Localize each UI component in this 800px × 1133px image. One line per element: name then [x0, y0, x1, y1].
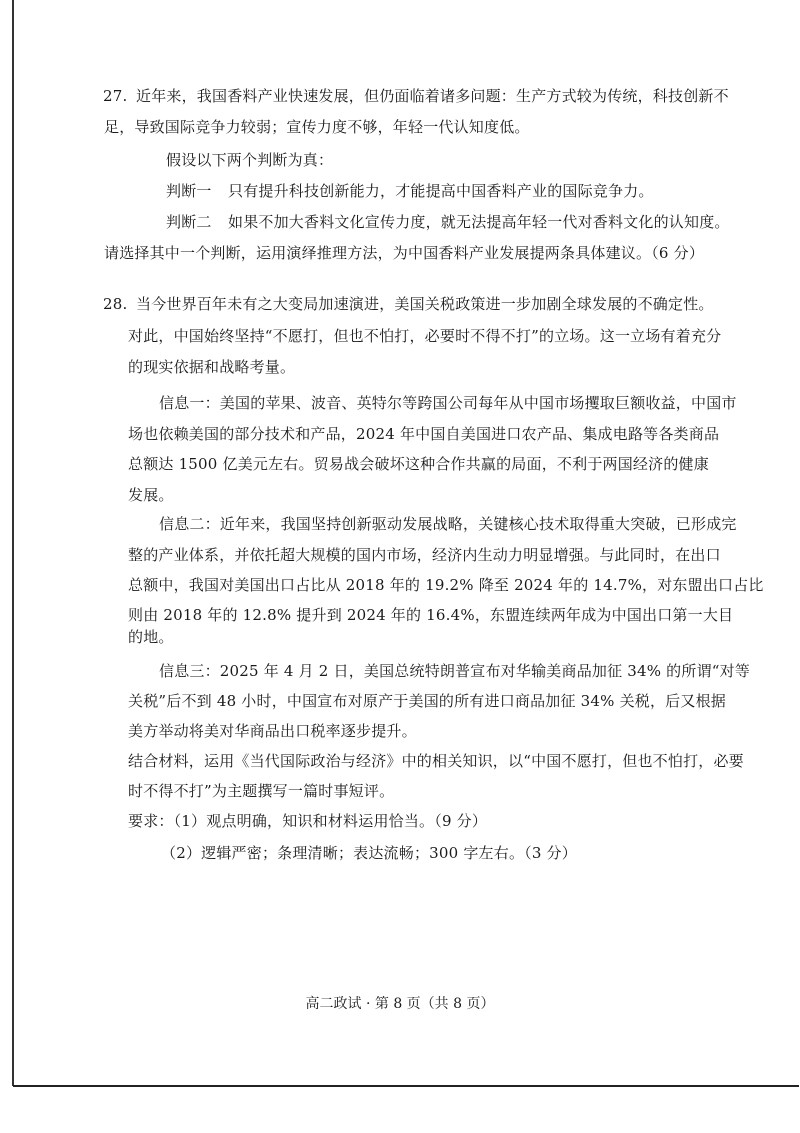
- q28-intro-line: 对此，中国始终坚持“不愿打，但也不怕打，必要时不得不打”的立场。这一立场有着充分: [128, 327, 722, 345]
- page-footer: 高二政试 · 第 8 页（共 8 页）: [305, 996, 495, 1012]
- q28-requirement-1: 要求：（1）观点明确，知识和材料运用恰当。（9 分）: [128, 812, 488, 830]
- q28-info2-line: 总额中，我国对美国出口占比从 2018 年的 19.2% 降至 2024 年的 14.7%，对东盟出口占比: [128, 576, 764, 594]
- q28-task-line: 结合材料，运用《当代国际政治与经济》中的相关知识，以“中国不愿打，但也不怕打，必要: [128, 752, 744, 770]
- q27-number: 27.: [103, 87, 128, 105]
- q28-info3-line: 关税”后不到 48 小时，中国宣布对原产于美国的所有进口商品加征 34% 关税，后又根据: [128, 692, 726, 710]
- scan-border-bottom: [13, 1085, 799, 1087]
- q27-prompt: 请选择其中一个判断，运用演绎推理方法，为中国香料产业发展提两条具体建议。（6 分）: [104, 244, 705, 262]
- q27-text-line1: 近年来，我国香料产业快速发展，但仍面临着诸多问题：生产方式较为传统，科技创新不: [136, 87, 729, 105]
- scan-border-left: [12, 0, 14, 1086]
- q28-number: 28.: [103, 295, 128, 313]
- q27-judgment2-text: 如果不加大香料文化宣传力度，就无法提高年轻一代对香料文化的认知度。: [228, 213, 730, 231]
- q28-info1-line: 信息一：美国的苹果、波音、英特尔等跨国公司每年从中国市场攫取巨额收益，中国市: [159, 394, 737, 412]
- q28-info1-line: 场也依赖美国的部分技术和产品，2024 年中国自美国进口农产品、集成电路等各类商品: [128, 425, 720, 443]
- q28-requirement-2: （2）逻辑严密；条理清晰；表达流畅；300 字左右。（3 分）: [161, 844, 577, 862]
- q28-info2-line: 的地。: [128, 628, 174, 646]
- q28-info1-line: 发展。: [128, 486, 174, 504]
- q27-judgment1-text: 只有提升科技创新能力，才能提高中国香料产业的国际竞争力。: [228, 182, 654, 200]
- q28-info1-line: 总额达 1500 亿美元左右。贸易战会破坏这种合作共赢的局面，不利于两国经济的健康: [128, 455, 709, 473]
- q28-intro-line: 当今世界百年未有之大变局加速演进，美国关税政策进一步加剧全球发展的不确定性。: [136, 295, 714, 313]
- q27-text-line2: 足，导致国际竞争力较弱；宣传力度不够，年轻一代认知度低。: [104, 118, 530, 136]
- q27-judgment2-label: 判断二: [166, 213, 212, 231]
- q28-info2-line: 则由 2018 年的 12.8% 提升到 2024 年的 16.4%，东盟连续两年成为中国出口第一大目: [128, 606, 734, 624]
- q28-info3-line: 信息三：2025 年 4 月 2 日，美国总统特朗普宣布对华输美商品加征 34% 的所谓“对等: [159, 662, 751, 680]
- q28-info3-line: 美方举动将美对华商品出口税率逐步提升。: [128, 722, 417, 740]
- q28-info2-line: 整的产业体系，并依托超大规模的国内市场，经济内生动力明显增强。与此同时，在出口: [128, 546, 721, 564]
- q27-judgment1-label: 判断一: [166, 182, 212, 200]
- q28-task-line: 时不得不打”为主题撰写一篇时事短评。: [128, 782, 395, 800]
- q27-assumption: 假设以下两个判断为真：: [166, 151, 334, 169]
- q28-intro-line: 的现实依据和战略考量。: [128, 358, 296, 376]
- q28-info2-line: 信息二：近年来，我国坚持创新驱动发展战略，关键核心技术取得重大突破，已形成完: [159, 515, 737, 533]
